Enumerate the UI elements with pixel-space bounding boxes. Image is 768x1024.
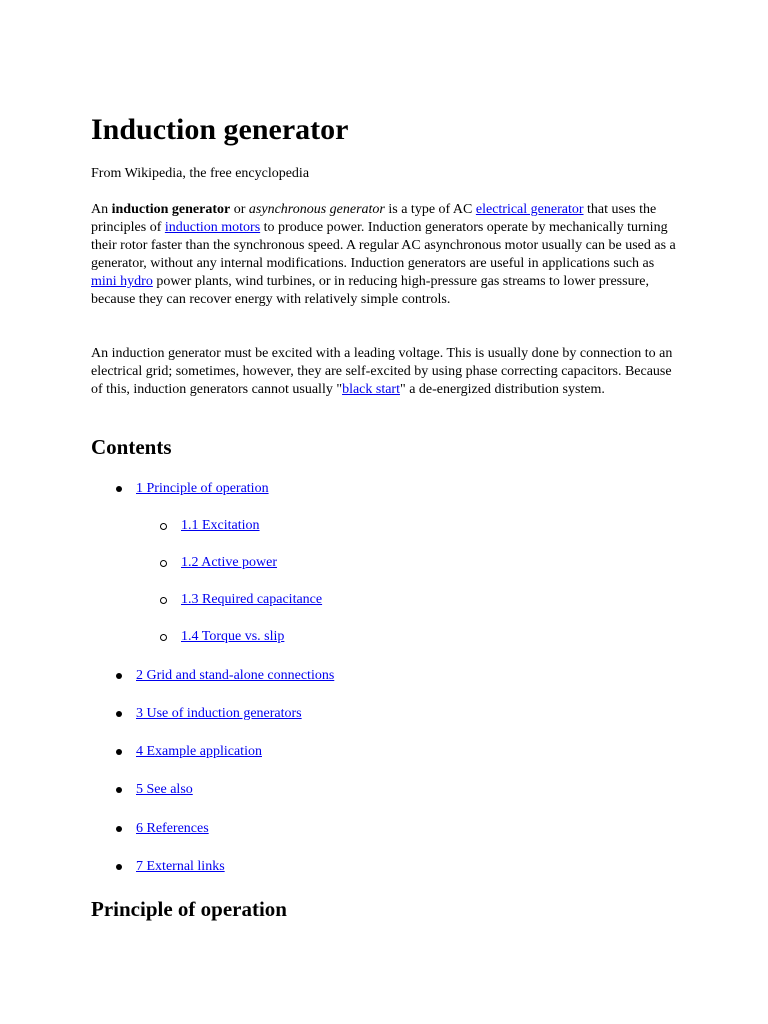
intro-text-2: or	[230, 202, 249, 217]
link-mini-hydro[interactable]: mini hydro	[91, 274, 153, 289]
toc-item-1-2	[181, 554, 277, 572]
intro-text-1: An	[91, 202, 112, 217]
toc-item-1-3	[181, 591, 322, 609]
bullet-circle-icon	[160, 560, 167, 567]
bullet-disc-icon	[116, 787, 122, 793]
intro-italic-term: asynchronous generator	[248, 202, 385, 217]
toc-item-4	[136, 743, 262, 761]
toc-link-1-4[interactable]: 1.4 Torque vs. slip	[181, 629, 285, 644]
toc-item-1-4	[181, 628, 284, 646]
bullet-circle-icon	[160, 523, 167, 530]
toc-link-1[interactable]: 1 Principle of operation	[136, 481, 269, 496]
toc-item-5	[136, 781, 193, 799]
contents-heading: Contents	[91, 435, 172, 459]
bullet-disc-icon	[116, 711, 122, 717]
toc-item-1-1	[181, 517, 260, 535]
toc-link-1-1[interactable]: 1.1 Excitation	[181, 518, 260, 533]
toc-link-1-3[interactable]: 1.3 Required capacitance	[181, 592, 323, 607]
page-title: Induction generator	[91, 113, 349, 146]
bullet-disc-icon	[116, 486, 122, 492]
link-black-start[interactable]: black start	[342, 382, 400, 397]
bullet-disc-icon	[116, 826, 122, 832]
intro-bold-term: induction generator	[111, 202, 231, 217]
bullet-disc-icon	[116, 864, 122, 870]
toc-link-5[interactable]: 5 See also	[136, 782, 193, 797]
excitation-text-1: An induction generator must be excited with a leading voltage. This is usually done by connection to an electrical grid; sometimes, however, they are self-excited by using phase correcting capacitors. Because of this, induction generators cannot usually "	[91, 346, 673, 397]
toc-link-2[interactable]: 2 Grid and stand-alone connections	[136, 668, 335, 683]
link-induction-motors[interactable]: induction motors	[164, 220, 261, 235]
intro-text-5: to produce power. Induction generators operate by mechanically turning their rotor faster than the synchronous speed. A regular AC asynchronous motor usually can be used as a generator, without any internal modifications. Induction generators are useful in applications such as	[91, 220, 676, 271]
section-heading-principle: Principle of operation	[91, 897, 287, 921]
toc-link-1-2[interactable]: 1.2 Active power	[181, 555, 278, 570]
intro-text-3: is a type of AC	[384, 202, 476, 217]
toc-item-7	[136, 858, 225, 876]
excitation-text-2: " a de-energized distribution system.	[399, 382, 605, 397]
intro-paragraph	[91, 201, 681, 309]
intro-text-6: power plants, wind turbines, or in reducing high-pressure gas streams to lower pressure, because they can recover energy with relatively simple controls.	[91, 274, 649, 307]
bullet-circle-icon	[160, 634, 167, 641]
bullet-circle-icon	[160, 597, 167, 604]
intro-text-4: that uses the principles of	[91, 202, 657, 235]
excitation-paragraph	[91, 345, 681, 399]
toc-item-1	[136, 480, 269, 498]
toc-item-6	[136, 820, 209, 838]
toc-item-3	[136, 705, 302, 723]
toc-link-6[interactable]: 6 References	[136, 821, 209, 836]
link-electrical-generator[interactable]: electrical generator	[475, 202, 584, 217]
toc-link-3[interactable]: 3 Use of induction generators	[136, 706, 302, 721]
toc-item-2	[136, 667, 334, 685]
bullet-disc-icon	[116, 749, 122, 755]
tagline: From Wikipedia, the free encyclopedia	[91, 166, 310, 181]
toc-link-4[interactable]: 4 Example application	[136, 744, 262, 759]
bullet-disc-icon	[116, 673, 122, 679]
toc-link-7[interactable]: 7 External links	[136, 859, 225, 874]
